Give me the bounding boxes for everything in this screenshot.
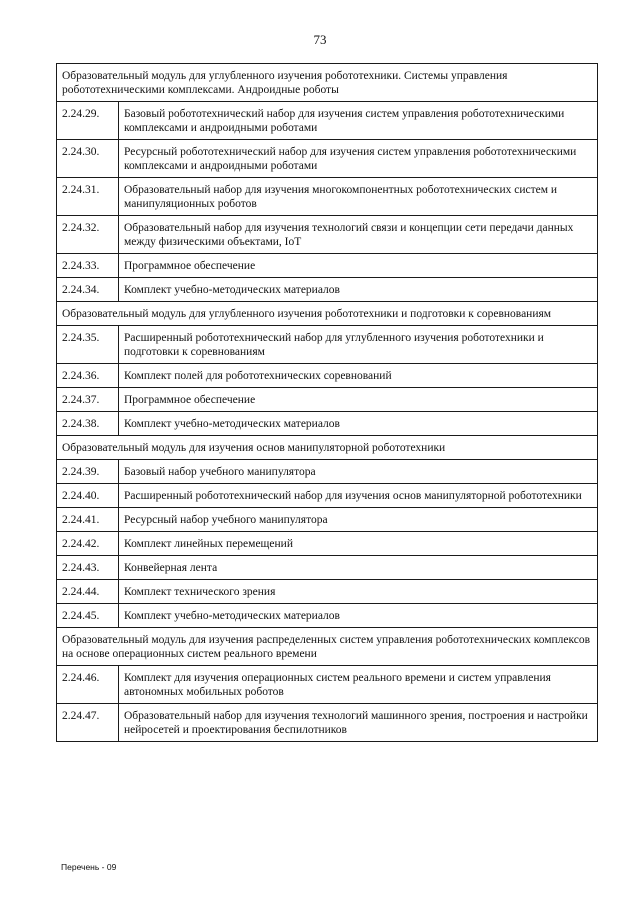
table-row	[57, 508, 598, 532]
section-row	[57, 436, 598, 460]
section-title: Образовательный модуль для изучения распределенных систем управления робототехнических комплексов на основе операционных систем реального времени	[57, 628, 598, 666]
item-number: 2.24.46.	[57, 666, 119, 704]
item-number: 2.24.33.	[57, 254, 119, 278]
item-description: Образовательный набор для изучения многокомпонентных робототехнических систем и манипуляционных роботов	[119, 178, 598, 216]
section-title: Образовательный модуль для углубленного изучения робототехники. Системы управления робототехническими комплексами. Андроидные роботы	[57, 64, 598, 102]
table-row	[57, 102, 598, 140]
section-row	[57, 628, 598, 666]
item-description: Комплект линейных перемещений	[119, 532, 598, 556]
item-description: Расширенный робототехнический набор для углубленного изучения робототехники и подготовки к соревнованиям	[119, 326, 598, 364]
footer-code: Перечень - 09	[61, 862, 117, 872]
item-number: 2.24.32.	[57, 216, 119, 254]
item-number: 2.24.35.	[57, 326, 119, 364]
item-number: 2.24.42.	[57, 532, 119, 556]
item-number: 2.24.39.	[57, 460, 119, 484]
item-number: 2.24.40.	[57, 484, 119, 508]
item-number: 2.24.31.	[57, 178, 119, 216]
item-description: Программное обеспечение	[119, 254, 598, 278]
table-row	[57, 140, 598, 178]
item-description: Образовательный набор для изучения технологий машинного зрения, построения и настройки нейросетей и проектирования беспилотников	[119, 704, 598, 742]
item-description: Конвейерная лента	[119, 556, 598, 580]
section-row	[57, 302, 598, 326]
table-row	[57, 580, 598, 604]
table-row	[57, 216, 598, 254]
item-description: Программное обеспечение	[119, 388, 598, 412]
equipment-table-body	[57, 64, 598, 742]
item-number: 2.24.43.	[57, 556, 119, 580]
item-number: 2.24.47.	[57, 704, 119, 742]
item-number: 2.24.45.	[57, 604, 119, 628]
item-description: Расширенный робототехнический набор для изучения основ манипуляторной робототехники	[119, 484, 598, 508]
table-row	[57, 178, 598, 216]
table-row	[57, 604, 598, 628]
table-row	[57, 556, 598, 580]
table-row	[57, 666, 598, 704]
item-number: 2.24.38.	[57, 412, 119, 436]
table-row	[57, 254, 598, 278]
item-number: 2.24.37.	[57, 388, 119, 412]
item-number: 2.24.41.	[57, 508, 119, 532]
item-number: 2.24.36.	[57, 364, 119, 388]
table-row	[57, 532, 598, 556]
item-number: 2.24.30.	[57, 140, 119, 178]
table-row	[57, 484, 598, 508]
page-number: 73	[313, 32, 327, 47]
item-description: Комплект для изучения операционных систем реального времени и систем управления автономных мобильных роботов	[119, 666, 598, 704]
section-title: Образовательный модуль для углубленного изучения робототехники и подготовки к соревнованиям	[57, 302, 598, 326]
item-description: Комплект учебно-методических материалов	[119, 604, 598, 628]
item-description: Ресурсный робототехнический набор для изучения систем управления робототехническими комплексами и андроидными роботами	[119, 140, 598, 178]
item-description: Образовательный набор для изучения технологий связи и концепции сети передачи данных между физическими объектами, IoT	[119, 216, 598, 254]
item-description: Базовый набор учебного манипулятора	[119, 460, 598, 484]
item-description: Комплект учебно-методических материалов	[119, 412, 598, 436]
table-row	[57, 460, 598, 484]
item-description: Ресурсный набор учебного манипулятора	[119, 508, 598, 532]
table-row	[57, 326, 598, 364]
table-row	[57, 278, 598, 302]
equipment-table	[56, 63, 598, 742]
item-description: Комплект учебно-методических материалов	[119, 278, 598, 302]
section-row	[57, 64, 598, 102]
item-number: 2.24.29.	[57, 102, 119, 140]
section-title: Образовательный модуль для изучения основ манипуляторной робототехники	[57, 436, 598, 460]
item-description: Комплект технического зрения	[119, 580, 598, 604]
item-number: 2.24.34.	[57, 278, 119, 302]
table-row	[57, 704, 598, 742]
item-number: 2.24.44.	[57, 580, 119, 604]
table-row	[57, 364, 598, 388]
item-description: Базовый робототехнический набор для изучения систем управления робототехническими комплексами и андроидными роботами	[119, 102, 598, 140]
table-row	[57, 388, 598, 412]
item-description: Комплект полей для робототехнических соревнований	[119, 364, 598, 388]
table-row	[57, 412, 598, 436]
